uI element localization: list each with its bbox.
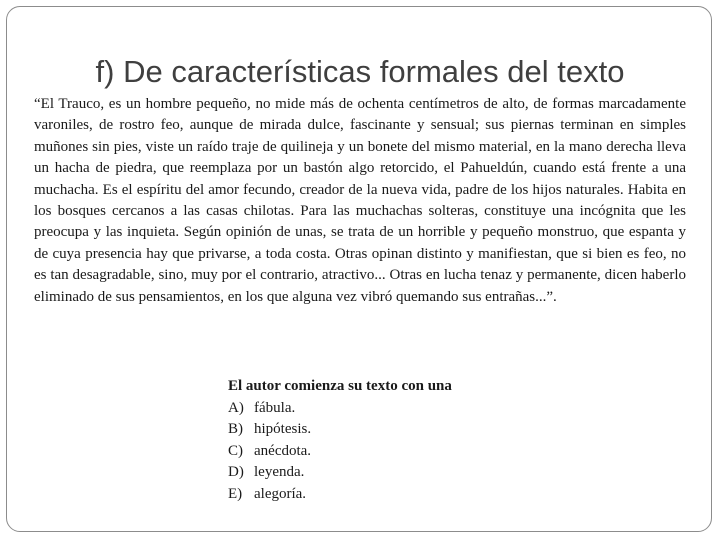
answer-options — [228, 398, 528, 506]
answer-option-a — [228, 398, 528, 420]
option-letter: B) — [228, 421, 243, 438]
answer-option-b — [228, 419, 528, 441]
option-letter: C) — [228, 442, 243, 459]
option-letter: D) — [228, 464, 244, 481]
question-block — [228, 376, 528, 506]
option-letter: A) — [228, 399, 244, 416]
question-stem: El autor comienza su texto con una — [228, 378, 452, 394]
option-letter: E) — [228, 485, 243, 502]
passage-text: “El Trauco, es un hombre pequeño, no mide más de ochenta centímetros de alto, de formas marcadamente varoniles, de rostro feo, aunque de mirada dulce, fascinante y sensual; sus piernas terminan en simples muñones sin pies, viste un raído traje de quilineja y un bonete del mismo material, en la mano derecha lleva un hacha de piedra, que reemplaza por un bastón algo retorcido, el Pahueldún, cuando está frente a una muchacha. Es el espíritu del amor fecundo, creador de la nueva vida, padre de los hijos naturales. Habita en los bosques cercanos a las casas chilotas. Para las muchachas solteras, constituye una incógnita que les preocupa y las inquieta. Según opinión de unas, se trata de un horrible y pequeño monstruo, que espanta y de cuya presencia hay que privarse, a toda costa. Otras opinan distinto y manifiestan, que si bien es feo, no es tan desagradable, sino, muy por el contrario, atractivo... Otras en lucha tenaz y permanente, dicen haberlo eliminado de sus pensamientos, en los que alguna vez vibró quemando sus entrañas...”. — [34, 96, 686, 305]
option-text: hipótesis. — [254, 421, 312, 438]
option-text: anécdota. — [254, 442, 312, 459]
answer-option-d — [228, 462, 528, 484]
option-text: fábula. — [254, 399, 296, 416]
option-text: alegoría. — [254, 485, 307, 502]
answer-option-e — [228, 484, 528, 506]
answer-option-c — [228, 441, 528, 463]
slide-title: f) De características formales del texto — [95, 54, 625, 89]
option-text: leyenda. — [254, 464, 305, 481]
